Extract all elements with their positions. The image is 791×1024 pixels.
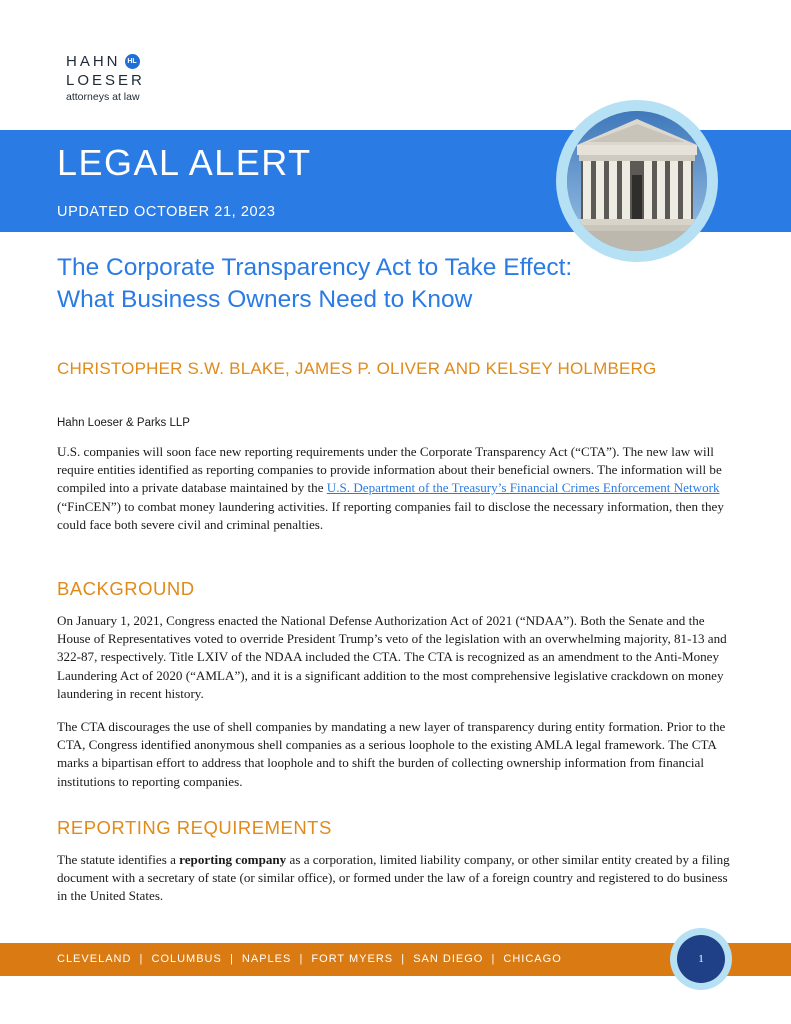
reporting-company-term: reporting company: [179, 852, 287, 867]
firm-name: Hahn Loeser & Parks LLP: [57, 417, 190, 429]
footer-office-locations: CLEVELAND | COLUMBUS | NAPLES | FORT MYERS | SAN DIEGO | CHICAGO: [57, 953, 562, 965]
background-heading: BACKGROUND: [57, 578, 195, 599]
fincen-link[interactable]: U.S. Department of the Treasury’s Financial Crimes Enforcement Network: [326, 480, 720, 496]
article-authors: CHRISTOPHER S.W. BLAKE, JAMES P. OLIVER AND KELSEY HOLMBERG: [57, 359, 657, 378]
logo-line-1: HAHN: [66, 53, 121, 70]
hl-monogram-icon: HL: [125, 54, 140, 69]
logo-tagline: attorneys at law: [66, 91, 140, 103]
article-headline: The Corporate Transparency Act to Take Effect: What Business Owners Need to Know: [57, 254, 573, 313]
firm-logo: [66, 52, 176, 103]
banner-title: LEGAL ALERT: [57, 142, 312, 183]
page-number: 1: [677, 935, 725, 983]
supreme-court-building-photo: [567, 111, 707, 251]
banner-date: UPDATED OCTOBER 21, 2023: [57, 204, 276, 220]
reporting-paragraph: The statute identifies a reporting company as a corporation, limited liability company, or other similar entity created by a filing document with a secretary of state (or similar office), or formed under the law of a foreign country and registered to do business in the United States.: [57, 852, 730, 904]
background-paragraph-2: The CTA discourages the use of shell companies by mandating a new layer of transparency during entity formation. Prior to the CTA, Congress identified anonymous shell companies as a serious loophole to the existing AMLA legal framework. The CTA marks a bipartisan effort to address that loophole and to shift the burden of collecting ownership information from financial institutions to reporting companies.: [57, 719, 726, 789]
intro-paragraph: U.S. companies will soon face new reporting requirements under the Corporate Transparency Act (“CTA”). The new law will require entities identified as reporting companies to provide information about their beneficial owners. The information will be compiled into a private database maintained by the U.S. Department of the Treasury’s Financial Crimes Enforcement Network (“FinCEN”) to combat money laundering activities. If reporting companies fail to disclose the necessary information, then they could face both severe civil and criminal penalties.: [57, 444, 724, 532]
background-paragraph-1: On January 1, 2021, Congress enacted the National Defense Authorization Act of 2021 (“NDAA”). Both the Senate and the House of Representatives voted to override President Trump’s veto of the legislation with an overwhelming majority, 81-13 and 322-87, respectively. Title LXIV of the NDAA included the CTA. The CTA is recognized as an amendment to the Anti-Money Laundering Act of 2020 (“AMLA”), and it is a significant addition to the most comprehensive legislative crackdown on money laundering in recent history.: [57, 613, 727, 701]
reporting-requirements-heading: REPORTING REQUIREMENTS: [57, 817, 332, 838]
logo-line-2: LOESER: [66, 72, 145, 89]
